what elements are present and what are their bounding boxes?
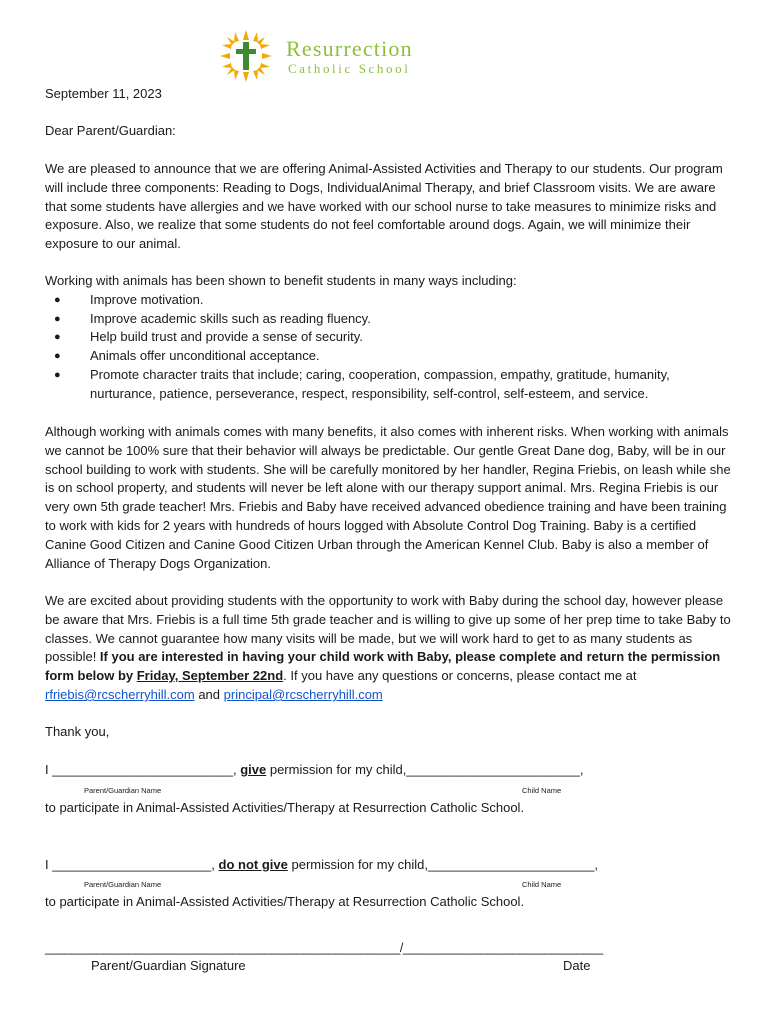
paragraph-request <box>45 592 735 705</box>
list-item: ● Improve academic skills such as reading fluency. <box>45 310 735 329</box>
benefits-section <box>45 272 735 404</box>
do-not-give-keyword: do not give <box>218 857 288 872</box>
email-link-principal[interactable]: principal@rcscherryhill.com <box>223 686 383 702</box>
form-give-suffix: to participate in Animal-Assisted Activities/Therapy at Resurrection Catholic School. <box>45 800 525 815</box>
give-keyword: give <box>240 762 267 777</box>
date-label: Date <box>563 958 591 973</box>
child-name-label: Child Name <box>522 880 562 889</box>
child-name-blank[interactable]: permission for my child,_______________________, <box>287 857 598 872</box>
cross-sunburst-icon <box>218 28 274 84</box>
form-give-line <box>45 761 584 779</box>
logo-school-name: Resurrection <box>286 36 413 61</box>
child-name-label: Child Name <box>522 786 562 795</box>
logo-school-subtitle: Catholic School <box>288 61 411 76</box>
form-not-give-line <box>45 856 598 874</box>
parent-name-blank[interactable]: I ______________________, <box>45 857 215 872</box>
and-text: and <box>194 686 224 702</box>
list-item: ● Promote character traits that include; caring, cooperation, compassion, empathy, gratitude, humanity, nurturance, patience, perseverance, respect, responsibility, self-control, self-esteem, and service. <box>45 366 735 404</box>
request-bold-text: If you are interested in having your child work with Baby, please complete and return the permission form below by <box>45 649 721 684</box>
signature-label: Parent/Guardian Signature <box>91 958 246 973</box>
paragraph-risks: Although working with animals comes with many benefits, it also comes with inherent risks. When working with animals we cannot be 100% sure that their behavior will always be predictable. Our gentle Great Dane dog, Baby, will be in our school building to work with students. She will be carefully monitored by her handler, Regina Friebis, on leash while she is on school property, and students will never be left alone with our therapy support animal. Mrs. Regina Friebis is our very own 5th grade teacher! Mrs. Friebis and Baby have received advanced obedience training and have been training to work with kids for 2 years with hundreds of hours logged with Absolute Control Dog Training. Baby is a certified Canine Good Citizen and Canine Good Citizen Urban through the American Kennel Club. Baby is also a member of Alliance of Therapy Dogs Organization. <box>45 424 731 571</box>
parent-name-label: Parent/Guardian Name <box>84 786 162 795</box>
letter-date: September 11, 2023 <box>45 86 162 101</box>
salutation: Dear Parent/Guardian: <box>45 123 176 138</box>
list-item: ● Animals offer unconditional acceptance. <box>45 347 735 366</box>
parent-name-blank[interactable]: I _________________________, <box>45 762 237 777</box>
child-name-blank[interactable]: permission for my child,________________________, <box>266 762 584 777</box>
benefits-list <box>45 291 735 404</box>
parent-name-label: Parent/Guardian Name <box>84 880 162 889</box>
email-link-rfriebis[interactable]: rfriebis@rcscherryhill.com <box>45 686 195 702</box>
signature-date-line[interactable]: _______________________________________________________/_______________________________ <box>45 941 603 955</box>
request-text: We are excited about providing students with the opportunity to work with Baby during the school day, however please be aware that Mrs. Friebis is a full time 5th grade teacher and is willing to give up some of her prep time to take Baby to classes. We cannot guarantee how many visits will be made, but we will work hard to get to as many students as possible! <box>45 593 731 665</box>
contact-text: . If you have any questions or concerns, please contact me at <box>283 668 637 684</box>
list-item: ● Help build trust and provide a sense of security. <box>45 328 735 347</box>
form-not-give-suffix: to participate in Animal-Assisted Activities/Therapy at Resurrection Catholic School. <box>45 894 525 909</box>
school-logo <box>218 28 458 84</box>
list-item: ● Improve motivation. <box>45 291 735 310</box>
benefits-intro: Working with animals has been shown to benefit students in many ways including: <box>45 273 517 288</box>
paragraph-intro: We are pleased to announce that we are offering Animal-Assisted Activities and Therapy to our students. Our program will include three components: Reading to Dogs, IndividualAnimal Therapy, and brief Classroom visits. We are aware that some students have allergies and we have worked with our school nurse to take measures to minimize risks and exposure. Also, we realize that some students do not feel comfortable around dogs. Again, we will minimize their exposure to our animal. <box>45 161 723 252</box>
deadline-text: Friday, September 22nd <box>136 668 284 684</box>
closing: Thank you, <box>45 724 110 739</box>
